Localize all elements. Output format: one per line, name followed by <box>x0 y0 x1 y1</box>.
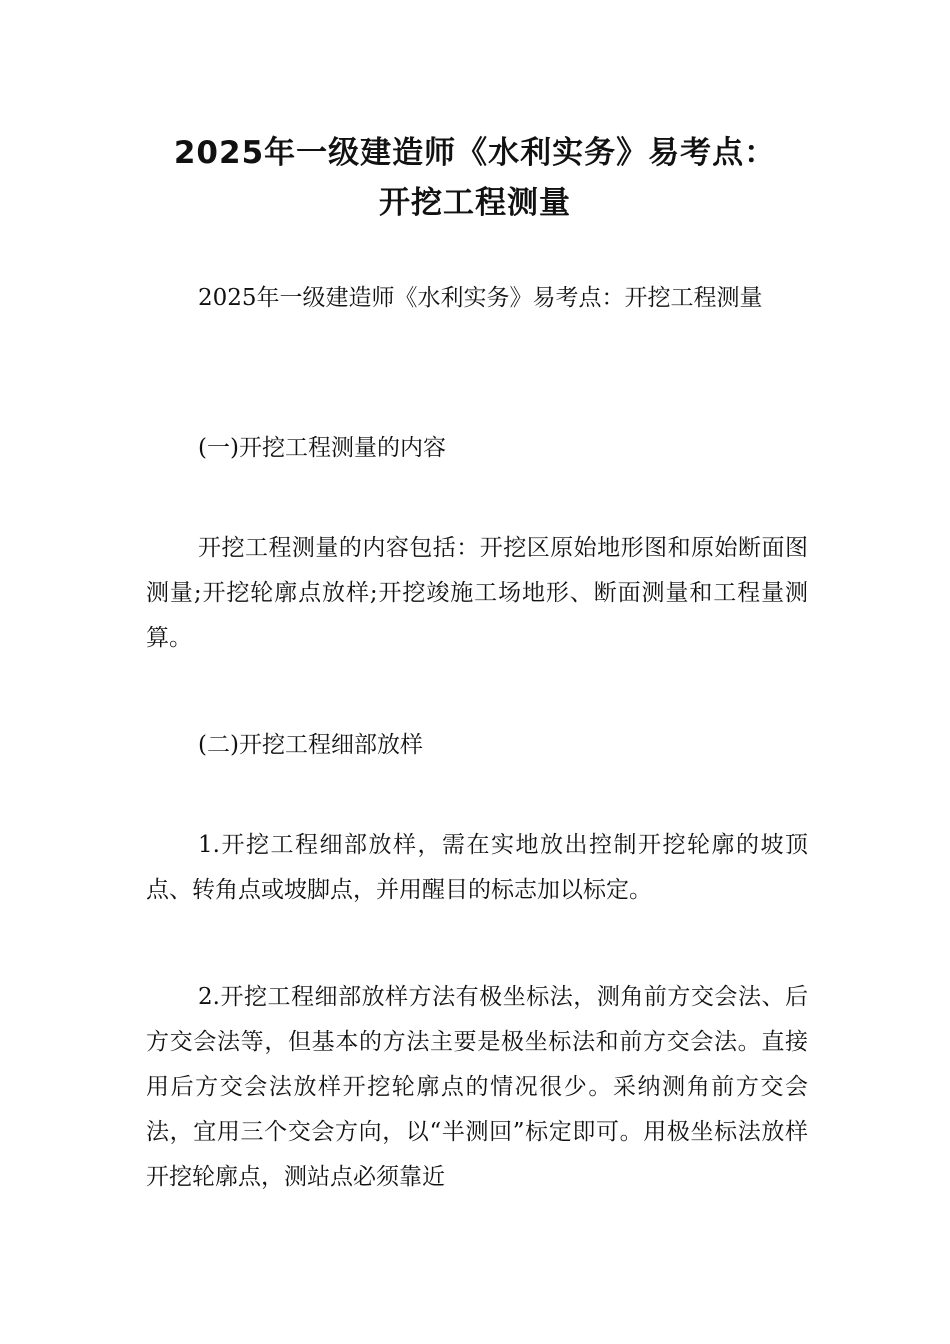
section-heading-2: (二)开挖工程细部放样 <box>198 732 423 758</box>
body-paragraph-3: 2.开挖工程细部放样方法有极坐标法，测角前方交会法、后方交会法等，但基本的方法主要是极坐标法和前方交会法。直接用后方交会法放样开挖轮廓点的情况很少。采纳测角前方交会法，宜用三个交会方向，以“半测回”标定即可。用极坐标法放样开挖轮廓点，测站点必须靠近 <box>146 984 808 1190</box>
body-paragraph-1: 开挖工程测量的内容包括：开挖区原始地形图和原始断面图测量;开挖轮廓点放样;开挖竣施工场地形、断面测量和工程量测算。 <box>146 535 808 651</box>
intro-paragraph: 2025年一级建造师《水利实务》易考点：开挖工程测量 <box>198 285 763 311</box>
body-paragraph-2: 1.开挖工程细部放样，需在实地放出控制开挖轮廓的坡顶点、转角点或坡脚点，并用醒目的标志加以标定。 <box>146 832 808 903</box>
document-title <box>60 128 890 228</box>
title-line-2: 开挖工程测量 <box>379 185 571 221</box>
title-line-1: 2025年一级建造师《水利实务》易考点： <box>173 135 777 171</box>
section-heading-1: (一)开挖工程测量的内容 <box>198 435 446 461</box>
